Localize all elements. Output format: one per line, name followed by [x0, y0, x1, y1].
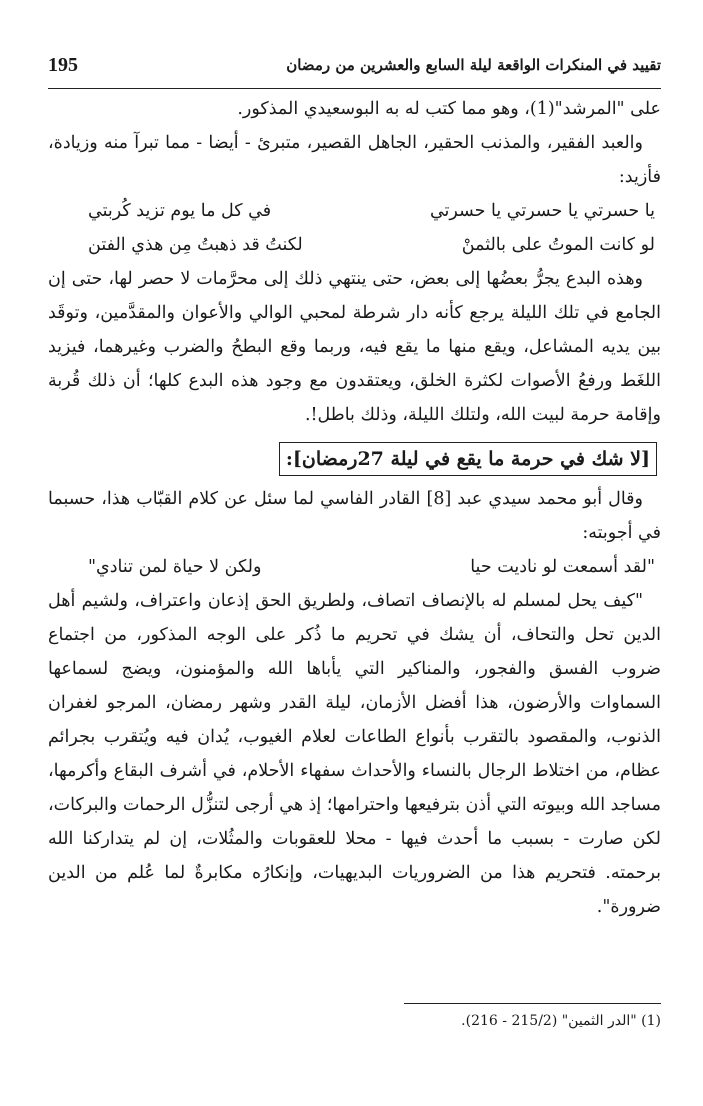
verse-line-1 [48, 194, 661, 228]
section-heading: [لا شك في حرمة ما يقع في ليلة 27رمضان]: [279, 442, 657, 476]
footnote-divider [404, 1003, 661, 1004]
page-number: 195 [48, 54, 78, 76]
paragraph-1: على "المرشد"(1)، وهو مما كتب له به البوسعيدي المذكور. [237, 99, 661, 119]
verse-2-right-hemistich: لو كانت الموتُ على بالثمنْ [461, 235, 655, 255]
verse-3-right-hemistich: "لقد أسمعت لو ناديت حيا [470, 557, 655, 577]
paragraph-5: "كيف يحل لمسلم له بالإنصاف اتصاف، ولطريق الحق إذعان واعتراف، ولشيم أهل الدين تحل والتحاف، أن يشك في تحريم ما ذُكر على الوجه المذكور، من اجتماع ضروب الفسق والفجور، والمناكير التي يأباها الله والمؤمنون، ويضج لسماعها السماوات والأرضون، هذا أفضل الأزمان، ليلة القدر وشهر رمضان، المرجو لغفران الذنوب، والمقصود بالتقرب بأنواع الطاعات لعلام الغيوب، يُدان فيه ويُتقرب بجرائم عظام، من اختلاط الرجال بالنساء والأحداث سفهاء الأحلام، في أشرف البقاع وأكرمها، مساجد الله وبيوته التي أذن بترفيعها واحترامها؛ إذ هي أرجى لتنزُّل الرحمات والبركات، لكن صارت - بسبب ما أحدث فيها - محلا للعقوبات والمثُلات، إن لم يتداركنا الله برحمته. فتحريم هذا من الضروريات البديهيات، وإنكارُه مكابرةٌ لما عُلم من الدين ضرورة". [48, 591, 661, 917]
paragraph-3: وهذه البدع يجرُّ بعضُها إلى بعض، حتى ينتهي ذلك إلى محرَّمات لا حصر لها، حتى إن الجامع في تلك الليلة يرجع كأنه دار شرطة لمحبي الوالي والأعوان والمقدَّمين، وتوقَد بين يديه المشاعل، ويقع منها ما يقع فيه، وربما وقع البطحُ والضرب وغيرهما، فيزيد اللغَط ورفعُ الأصوات لكثرة الخلق، ويعتقدون مع وجود هذه البدع كلها؛ أن ذلك قُربة وإقامة حرمة لبيت الله، ولتلك الليلة، وذلك باطل!. [48, 269, 661, 425]
verse-2-left-hemistich: لكنتُ قد ذهبتُ مِن هذي الفتن [88, 235, 303, 255]
verse-line-3 [48, 550, 661, 584]
verse-1-right-hemistich: يا حسرتي يا حسرتي يا حسرتي [429, 201, 655, 221]
verse-3-left-hemistich: ولكن لا حياة لمن تنادي" [88, 557, 262, 577]
paragraph-4: وقال أبو محمد سيدي عبد [8] القادر الفاسي لما سئل عن كلام القبّاب هذا، حسبما في أجوبته: [48, 489, 661, 543]
page-body [48, 92, 661, 924]
section-heading-wrap [48, 442, 661, 476]
running-title: تقييد في المنكرات الواقعة ليلة السابع والعشرين من رمضان [286, 56, 661, 74]
verse-1-left-hemistich: في كل ما يوم تزيد كُربتي [88, 201, 272, 221]
verse-line-2 [48, 228, 661, 262]
page-header [48, 48, 661, 89]
footnote-1: (1) "الدر الثمين" (215/2 - 216). [461, 1013, 661, 1029]
paragraph-2: والعبد الفقير، والمذنب الحقير، الجاهل القصير، متبرئ - أيضا - مما تبرآ منه وزيادة، فأزيد: [48, 133, 661, 187]
